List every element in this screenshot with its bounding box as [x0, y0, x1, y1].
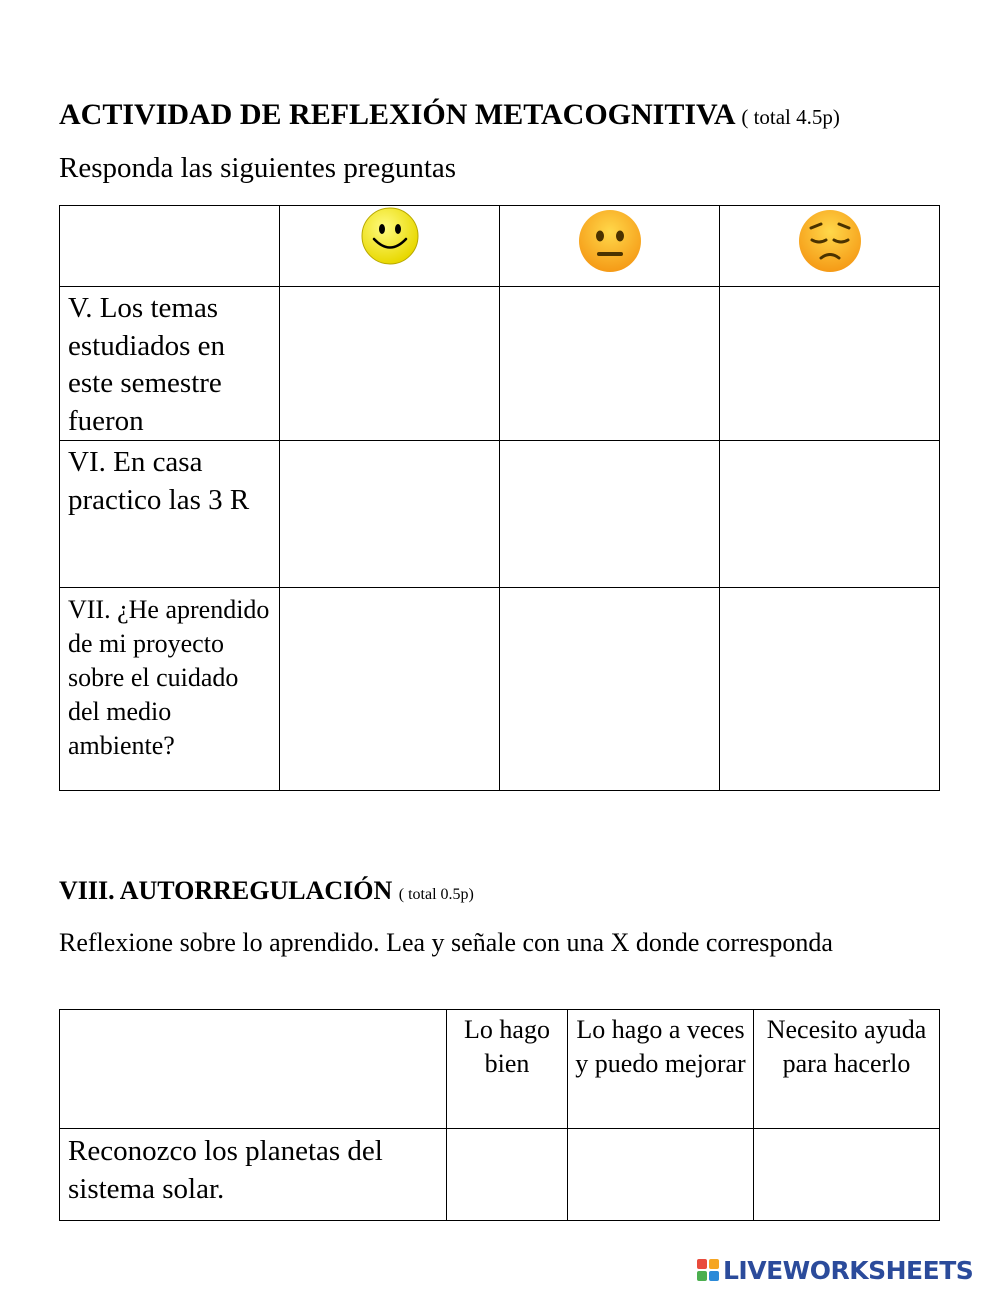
empty-header-cell	[60, 1010, 447, 1129]
neutral-face-icon	[577, 208, 643, 274]
section-title	[59, 876, 474, 906]
section-points: ( total 4.5p)	[741, 105, 840, 129]
section-instruction: Reflexione sobre lo aprendido. Lea y señale con una X donde corresponda	[59, 928, 833, 957]
answer-cell[interactable]	[754, 1129, 940, 1221]
section-title-text: VIII. AUTORREGULACIÓN	[59, 876, 393, 905]
section-title-text: ACTIVIDAD DE REFLEXIÓN METACOGNITIVA	[59, 98, 734, 131]
answer-cell[interactable]	[720, 441, 940, 588]
self-regulation-table	[59, 1009, 940, 1221]
reflection-table	[59, 205, 940, 791]
column-header: Lo hago a veces y puedo mejorar	[568, 1010, 754, 1129]
question-cell: V. Los temas estudiados en este semestre fueron	[60, 287, 280, 441]
section-points: ( total 0.5p)	[398, 886, 474, 903]
answer-cell[interactable]	[568, 1129, 754, 1221]
table-header-row	[60, 206, 940, 287]
table-row	[60, 1129, 940, 1221]
brand-grid-icon	[697, 1259, 719, 1281]
neutral-face-cell[interactable]	[500, 206, 720, 287]
happy-face-icon	[360, 206, 420, 266]
section-title	[59, 98, 840, 132]
happy-face-cell[interactable]	[280, 206, 500, 287]
answer-cell[interactable]	[280, 441, 500, 588]
empty-header-cell	[60, 206, 280, 287]
pensive-face-cell[interactable]	[720, 206, 940, 287]
question-cell: VII. ¿He aprendido de mi proyecto sobre el cuidado del medio ambiente?	[60, 588, 280, 791]
table-row	[60, 287, 940, 441]
pensive-face-icon	[797, 208, 863, 274]
table-row	[60, 441, 940, 588]
answer-cell[interactable]	[280, 588, 500, 791]
question-cell: VI. En casa practico las 3 R	[60, 441, 280, 588]
answer-cell[interactable]	[720, 287, 940, 441]
answer-cell[interactable]	[720, 588, 940, 791]
column-header: Lo hago bien	[447, 1010, 568, 1129]
table-header-row	[60, 1010, 940, 1129]
answer-cell[interactable]	[500, 287, 720, 441]
statement-cell: Reconozco los planetas del sistema solar.	[60, 1129, 447, 1221]
brand-name: LIVEWORKSHEETS	[723, 1255, 974, 1285]
column-header: Necesito ayuda para hacerlo	[754, 1010, 940, 1129]
answer-cell[interactable]	[500, 441, 720, 588]
brand-logo	[697, 1255, 997, 1285]
answer-cell[interactable]	[447, 1129, 568, 1221]
answer-cell[interactable]	[500, 588, 720, 791]
answer-cell[interactable]	[280, 287, 500, 441]
table-row	[60, 588, 940, 791]
section-instruction: Responda las siguientes preguntas	[59, 152, 457, 184]
